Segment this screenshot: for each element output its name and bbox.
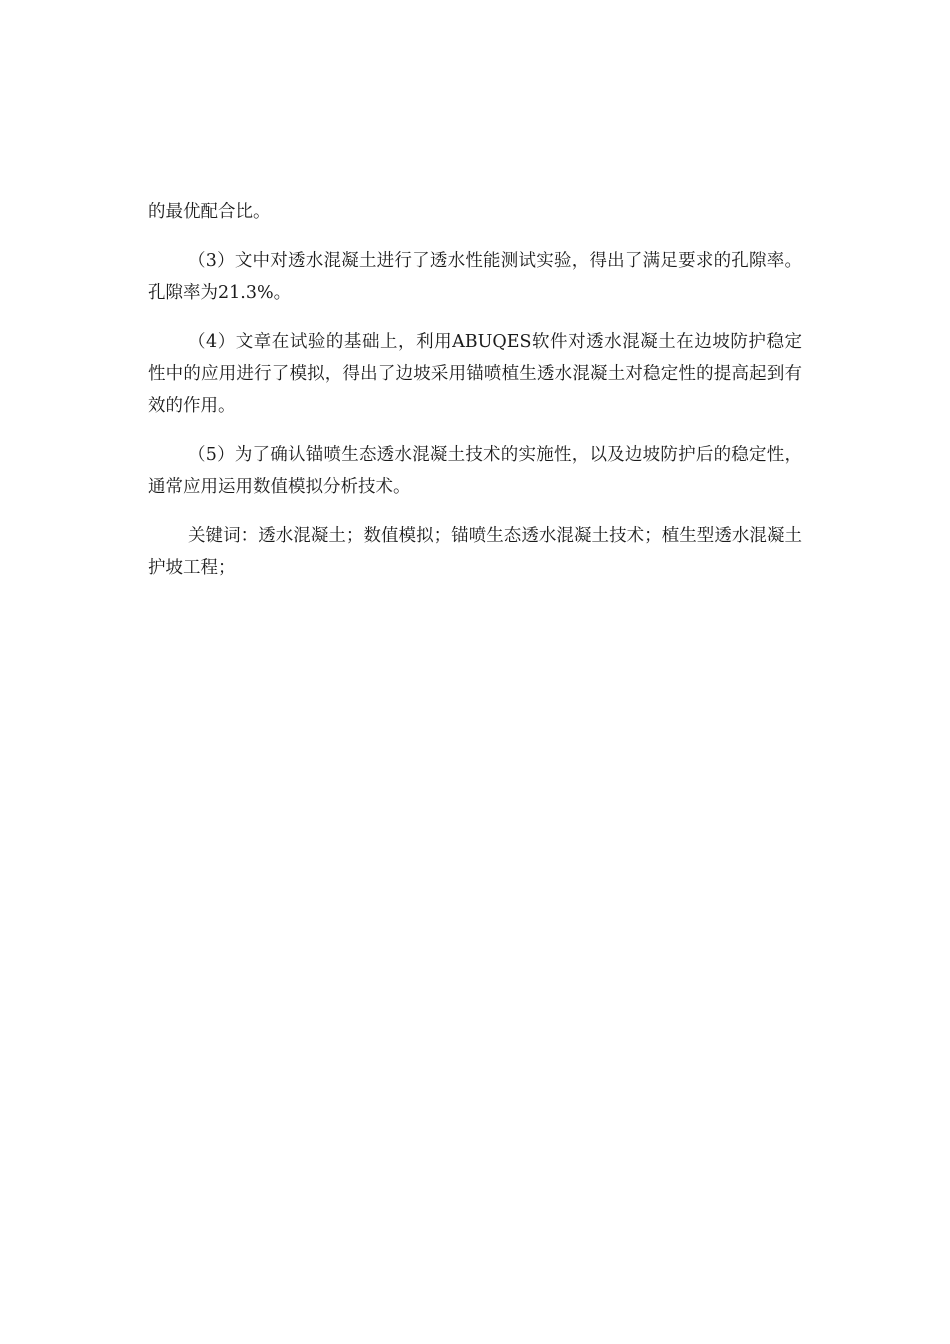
keywords-text: 透水混凝土；数值模拟；锚喷生态透水混凝土技术；植生型透水混凝土护坡工程； bbox=[148, 526, 803, 578]
paragraph-conclusion-5: （5）为了确认锚喷生态透水混凝土技术的实施性，以及边坡防护后的稳定性，通常应用运用数值模拟分析技术。 bbox=[148, 445, 802, 497]
paragraph-continuation: 的最优配合比。 bbox=[148, 202, 271, 222]
keywords-label: 关键词： bbox=[188, 526, 259, 546]
paragraph-conclusion-3: （3）文中对透水混凝土进行了透水性能测试实验，得出了满足要求的孔隙率。孔隙率为21.3%。 bbox=[148, 251, 802, 303]
document-body bbox=[148, 196, 802, 584]
keywords-line bbox=[148, 520, 802, 584]
paragraph-conclusion-4: （4）文章在试验的基础上，利用ABUQES软件对透水混凝土在边坡防护稳定性中的应用进行了模拟，得出了边坡采用锚喷植生透水混凝土对稳定性的提高起到有效的作用。 bbox=[148, 332, 802, 416]
